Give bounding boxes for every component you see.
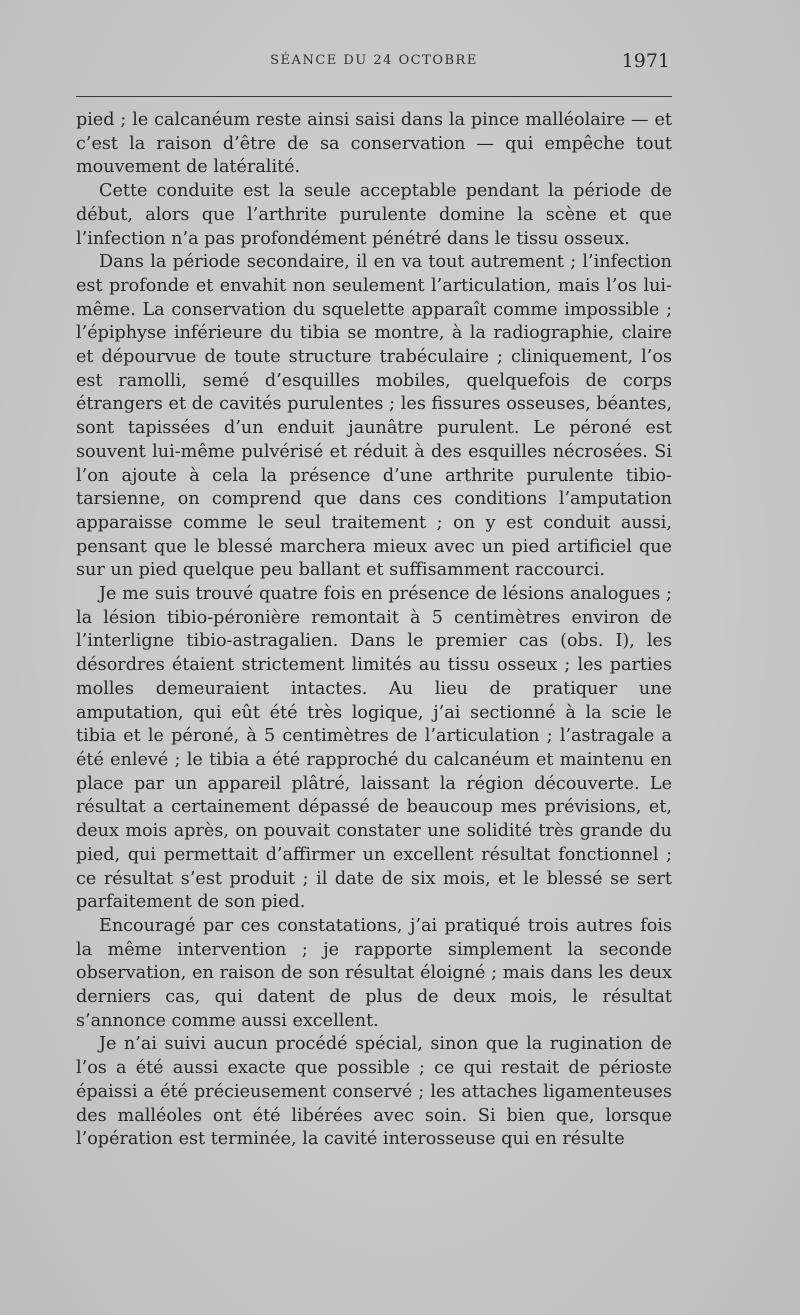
paragraph: pied ; le calcanéum reste ainsi saisi dans la pince malléolaire — et c’est la raison d’être de sa conservation — qui empêche tout mouvement de latéralité.	[76, 110, 672, 178]
paragraph: Encouragé par ces constatations, j’ai pratiqué trois autres fois la même intervention ; je rapporte simplement la seconde observation, en raison de son résultat éloigné ; mais dans les deux derniers cas, qui datent de plus de deux mois, le résultat s’annonce comme aussi excellent.	[76, 915, 672, 1031]
page-header	[76, 50, 672, 76]
paragraph: Dans la période secondaire, il en va tout autrement ; l’infection est profonde et envahit non seulement l’articulation, mais l’os lui-même. La conservation du squelette apparaît comme impossible ; l’épiphyse inférieure du tibia se montre, à la radiographie, claire et dépourvue de toute structure trabéculaire ; cliniquement, l’os est ramolli, semé d’esquilles mobiles, quelquefois de corps étrangers et de cavités purulentes ; les fissures osseuses, béantes, sont tapissées d’un enduit jaunâtre purulent. Le péroné est souvent lui-même pulvérisé et réduit à des esquilles nécrosées. Si l’on ajoute à cela la présence d’une arthrite purulente tibio-tarsienne, on comprend que dans ces conditions l’amputation apparaisse comme le seul traitement ; on y est conduit aussi, pensant que le blessé marchera mieux avec un pied artificiel que sur un pied quelque peu ballant et suffisamment raccourci.	[76, 252, 672, 581]
paragraph: Cette conduite est la seule acceptable pendant la période de début, alors que l’arthrite purulente domine la scène et que l’infection n’a pas profondément pénétré dans le tissu osseux.	[76, 181, 672, 249]
body-text	[76, 109, 672, 1152]
paragraph: Je me suis trouvé quatre fois en présence de lésions analogues ; la lésion tibio-péronière remontait à 5 centimètres environ de l’interligne tibio-astragalien. Dans le premier cas (obs. I), les désordres étaient strictement limités au tissu osseux ; les parties molles demeuraient intactes. Au lieu de pratiquer une amputation, qui eût été très logique, j’ai sectionné à la scie le tibia et le péroné, à 5 centimètres de l’articulation ; l’astragale a été enlevé ; le tibia a été rapproché du calcanéum et maintenu en place par un appareil plâtré, laissant la région découverte. Le résultat a certainement dépassé de beaucoup mes prévisions, et, deux mois après, on pouvait constater une solidité très grande du pied, qui permettait d’affirmer un excellent résultat fonctionnel ; ce résultat s’est produit ; il date de six mois, et le blessé se sert parfaitement de son pied.	[76, 584, 672, 913]
paragraph: Je n’ai suivi aucun procédé spécial, sinon que la rugination de l’os a été aussi exacte que possible ; ce qui restait de périoste épaissi a été précieusement conservé ; les attaches ligamenteuses des malléoles ont été libérées avec soin. Si bien que, lorsque l’opération est terminée, la cavité interosseuse qui en résulte	[76, 1034, 672, 1150]
header-rule	[76, 96, 672, 97]
page-number: 1971	[621, 50, 670, 72]
running-head: SÉANCE DU 24 OCTOBRE	[270, 53, 478, 68]
